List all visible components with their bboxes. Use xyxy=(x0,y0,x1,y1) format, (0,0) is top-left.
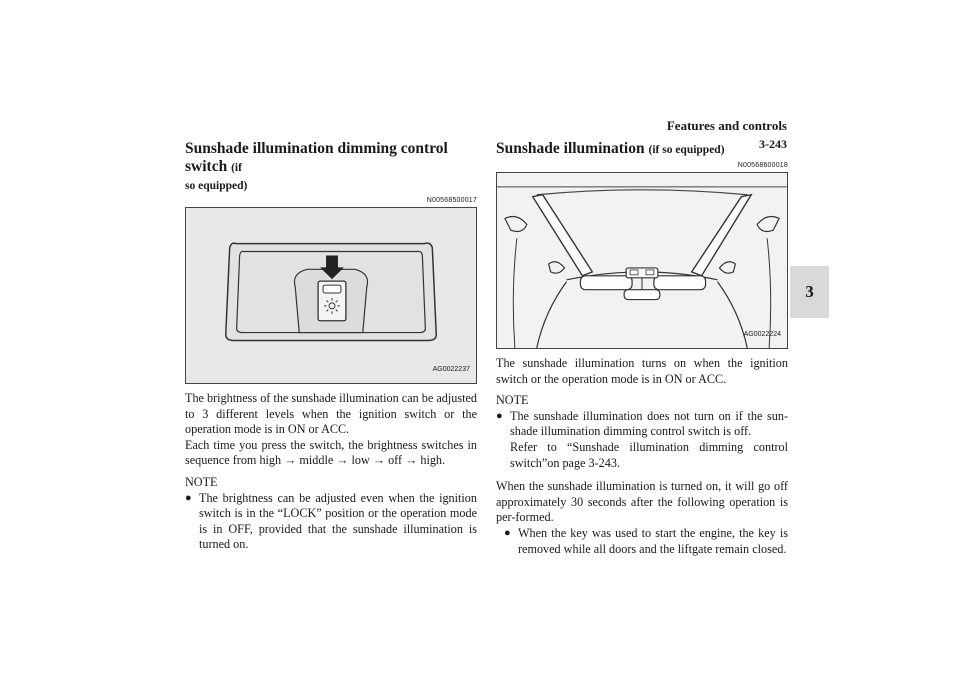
bullet-icon: ● xyxy=(185,491,192,504)
section-title-dimming-switch xyxy=(185,140,477,195)
section-qualifier-cont: so equipped) xyxy=(185,180,248,192)
figure-sunshade-illumination xyxy=(496,172,788,349)
chapter-tab: 3 xyxy=(790,266,829,318)
note-reference: Refer to “Sunshade illumination dimming control switch”on page 3-243. xyxy=(510,439,788,470)
figure-code: AG0022237 xyxy=(432,366,470,374)
note-label: NOTE xyxy=(185,474,218,489)
figure-code: AG0022224 xyxy=(743,331,781,339)
figure-dimming-switch xyxy=(185,207,477,384)
list-item xyxy=(496,526,788,557)
section-title-sunshade-illumination xyxy=(496,140,788,159)
ref-code: N00568600018 xyxy=(737,162,788,169)
right-column xyxy=(496,140,788,557)
paragraph: The brightness of the sunshade illumination can be adjusted to 3 different levels when the ignition switch or the operation mode is in ON or ACC. xyxy=(185,391,477,437)
ref-code: N00568500017 xyxy=(426,197,477,204)
section-qualifier: (if xyxy=(231,162,242,174)
bullet-icon: ● xyxy=(504,526,511,539)
note-label: NOTE xyxy=(496,393,529,408)
paragraph: Each time you press the switch, the brightness switches in sequence from high → middle → low → off → high. xyxy=(185,437,477,468)
left-column xyxy=(185,140,477,553)
bullet-icon: ● xyxy=(496,409,503,422)
section-title-text: Sunshade illumination dimming control switch xyxy=(185,140,448,175)
note-bullet xyxy=(185,491,477,553)
header-title: Features and controls xyxy=(666,118,787,133)
page-number: 3-243 xyxy=(759,137,787,151)
section-qualifier: (if so equipped) xyxy=(648,144,725,156)
sunshade-illumination-illustration xyxy=(497,173,787,348)
paragraph: The sunshade illumination turns on when the ignition switch or the operation mode is in ON or ACC. xyxy=(496,356,788,386)
list-item-text: When the key was used to start the engine, the key is removed while all doors and the liftgate remain closed. xyxy=(518,525,788,556)
note-text: The sunshade illumination does not turn on if the sun-shade illumination dimming control switch is off. xyxy=(510,408,788,439)
note-text: The brightness can be adjusted even when the ignition switch is in the “LOCK” position or the operation mode is in OFF, provided that the sunshade illumination is turned on. xyxy=(199,490,477,552)
section-title-text: Sunshade illumination xyxy=(496,140,645,157)
dimming-switch-illustration xyxy=(186,208,476,383)
paragraph: When the sunshade illumination is turned on, it will go off approximately 30 seconds after the following operation is per-formed. xyxy=(496,479,788,525)
note-bullet xyxy=(496,409,788,440)
